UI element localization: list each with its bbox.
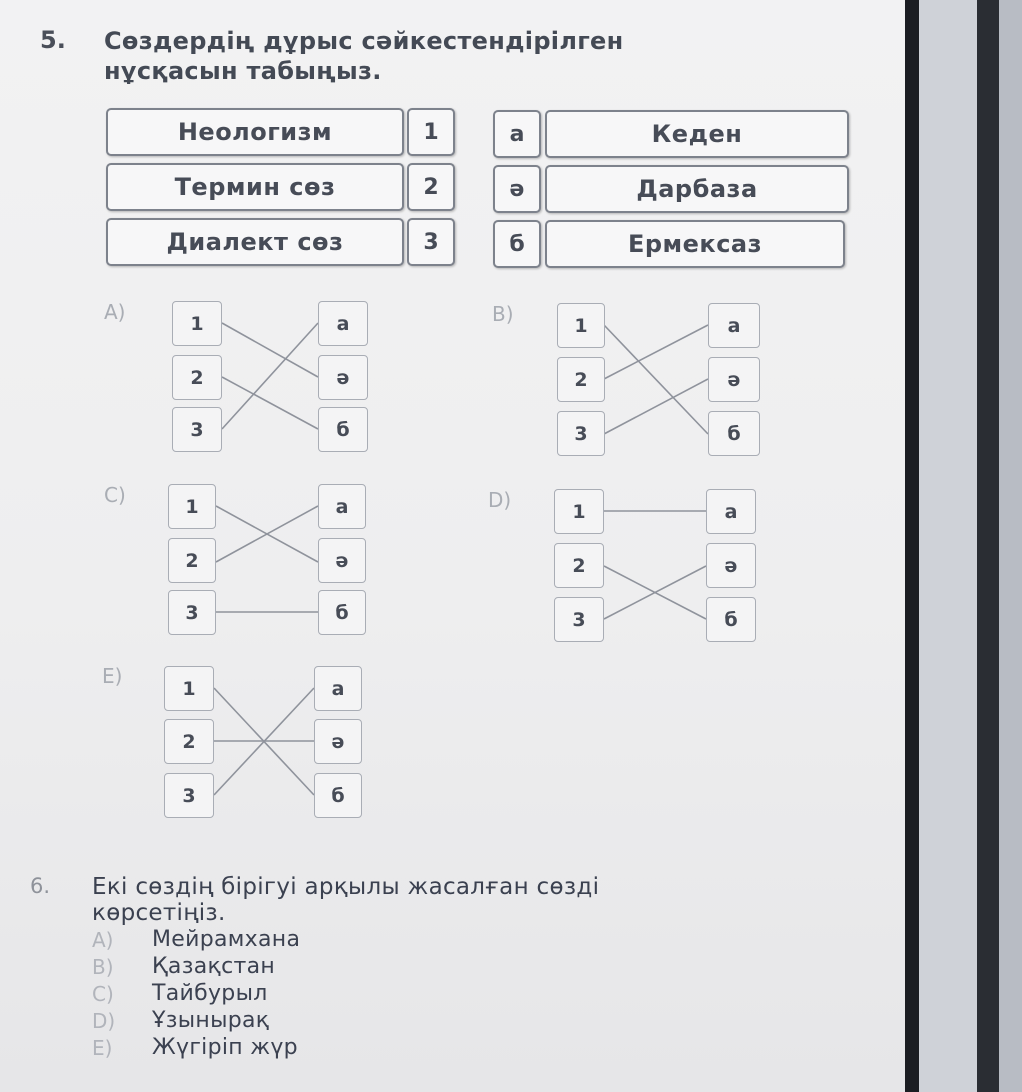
right-letter-a: а	[493, 110, 541, 158]
option-c-num-1: 1	[168, 484, 216, 529]
question-5-text-line2: нұсқасын табыңыз.	[104, 57, 382, 85]
option-e-label[interactable]: E)	[102, 664, 123, 688]
answer-a-text[interactable]: Мейрамхана	[152, 927, 301, 952]
question-6-text-line2: көрсетіңіз.	[92, 900, 226, 926]
option-e-letter-ae: ә	[314, 719, 362, 764]
option-a-num-3: 3	[172, 407, 222, 452]
answer-c-label[interactable]: C)	[92, 982, 114, 1006]
option-e-num-1: 1	[164, 666, 214, 711]
option-a-num-1: 1	[172, 301, 222, 346]
question-6-text-line1: Екі сөздің бірігуі арқылы жасалған сөзді	[92, 874, 600, 900]
option-d-letter-ae: ә	[706, 543, 756, 588]
answer-b-label[interactable]: B)	[92, 955, 114, 979]
option-b-letter-b: б	[708, 411, 760, 456]
option-d-num-1: 1	[554, 489, 604, 534]
question-5-number: 5.	[40, 26, 66, 54]
left-number-3: 3	[407, 218, 455, 266]
screen-edge-dark-2	[977, 0, 999, 1092]
option-a-letter-a: а	[318, 301, 368, 346]
option-b-num-1: 1	[557, 303, 605, 348]
left-number-1: 1	[407, 108, 455, 156]
left-word-neologism: Неологизм	[106, 108, 404, 156]
option-a-label[interactable]: A)	[104, 300, 126, 324]
option-c-letter-a: а	[318, 484, 366, 529]
question-6-number: 6.	[30, 874, 51, 898]
option-b-label[interactable]: B)	[492, 302, 514, 326]
option-a-letter-ae: ә	[318, 355, 368, 400]
option-c-num-2: 2	[168, 538, 216, 583]
screen-edge-light-2	[999, 0, 1022, 1092]
left-number-2: 2	[407, 163, 455, 211]
option-b-num-2: 2	[557, 357, 605, 402]
answer-c-text[interactable]: Тайбурыл	[152, 981, 268, 1006]
option-b-letter-a: а	[708, 303, 760, 348]
answer-d-label[interactable]: D)	[92, 1009, 116, 1033]
option-c-num-3: 3	[168, 590, 216, 635]
answer-e-text[interactable]: Жүгіріп жүр	[152, 1035, 298, 1060]
option-b-letter-ae: ә	[708, 357, 760, 402]
option-e-num-2: 2	[164, 719, 214, 764]
option-a-letter-b: б	[318, 407, 368, 452]
option-c-letter-b: б	[318, 590, 366, 635]
answer-b-text[interactable]: Қазақстан	[152, 954, 276, 979]
answer-a-label[interactable]: A)	[92, 928, 114, 952]
option-d-label[interactable]: D)	[488, 488, 512, 512]
option-c-letter-ae: ә	[318, 538, 366, 583]
right-letter-b: б	[493, 220, 541, 268]
left-word-dialekt: Диалект сөз	[106, 218, 404, 266]
screen-edge-light	[919, 0, 977, 1092]
option-d-letter-b: б	[706, 597, 756, 642]
answer-d-text[interactable]: Ұзынырақ	[152, 1008, 270, 1033]
option-e-letter-a: а	[314, 666, 362, 711]
right-letter-ae: ә	[493, 165, 541, 213]
option-e-letter-b: б	[314, 773, 362, 818]
answer-e-label[interactable]: E)	[92, 1036, 113, 1060]
right-word-darbaza: Дарбаза	[545, 165, 849, 213]
question-5-text-line1: Сөздердің дұрыс сәйкестендірілген	[104, 27, 624, 55]
option-d-num-3: 3	[554, 597, 604, 642]
option-d-num-2: 2	[554, 543, 604, 588]
option-c-label[interactable]: C)	[104, 483, 126, 507]
right-word-keden: Кеден	[545, 110, 849, 158]
option-b-num-3: 3	[557, 411, 605, 456]
right-word-ermeksaz: Ермексаз	[545, 220, 845, 268]
screen-edge-dark	[905, 0, 919, 1092]
option-a-num-2: 2	[172, 355, 222, 400]
option-e-num-3: 3	[164, 773, 214, 818]
option-d-letter-a: а	[706, 489, 756, 534]
left-word-termin: Термин сөз	[106, 163, 404, 211]
